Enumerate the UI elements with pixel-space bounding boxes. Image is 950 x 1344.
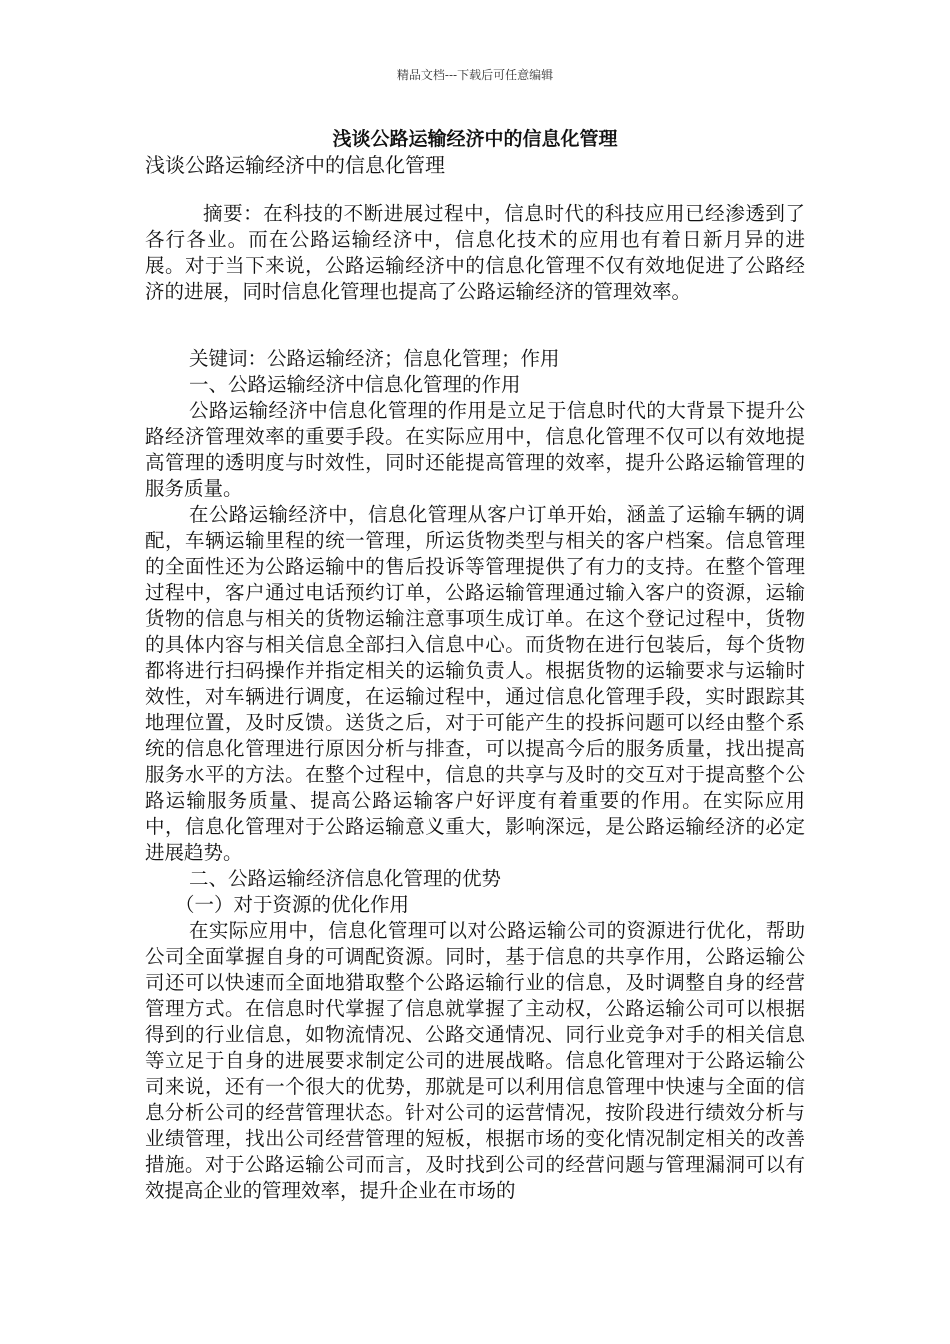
body-paragraph: 在公路运输经济中，信息化管理从客户订单开始，涵盖了运输车辆的调配，车辆运输里程的统一管理，所运货物类型与相关的客户档案。信息管理的全面性还为公路运输中的售后投诉等管理提供了有力的支持。在整个管理过程中，客户通过电话预约订单，公路运输管理通过输入客户的资源，运输货物的信息与相关的货物运输注意事项生成订单。在这个登记过程中，货物的具体内容与相关信息全部扫入信息中心。而货物在进行包装后，每个货物都将进行扫码操作并指定相关的运输负责人。根据货物的运输要求与运输时效性，对车辆进行调度，在运输过程中，通过信息化管理手段，实时跟踪其地理位置，及时反馈。送货之后，对于可能产生的投拆问题可以经由整个系统的信息化管理进行原因分析与排查，可以提高今后的服务质量，找出提高服务水平的方法。在整个过程中，信息的共享与及时的交互对于提高整个公路运输服务质量、提高公路运输客户好评度有着重要的作用。在实际应用中，信息化管理对于公路运输意义重大，影响深远，是公路运输经济的必定进展趋势。 [145, 503, 805, 864]
section-heading: 二、公路运输经济信息化管理的优势 [189, 867, 502, 890]
document-subtitle: 浅谈公路运输经济中的信息化管理 [145, 153, 445, 177]
abstract-paragraph: 摘要：在科技的不断进展过程中，信息时代的科技应用已经渗透到了各行各业。而在公路运输经济中，信息化技术的应用也有着日新月异的进展。对于当下来说，公路运输经济中的信息化管理不仅有效地促进了公路经济的进展，同时信息化管理也提高了公路运输经济的管理效率。 [145, 202, 805, 303]
body-paragraph: 公路运输经济中信息化管理的作用是立足于信息时代的大背景下提升公路经济管理效率的重要手段。在实际应用中，信息化管理不仅可以有效地提高管理的透明度与时效性，同时还能提高管理的效率，提升公路运输管理的服务质量。 [145, 399, 805, 500]
main-body [145, 346, 805, 1204]
section-heading: 一、公路运输经济中信息化管理的作用 [189, 373, 521, 396]
page-header: 精品文档---下载后可任意编辑 [396, 68, 554, 82]
body-paragraph: 在实际应用中，信息化管理可以对公路运输公司的资源进行优化，帮助公司全面掌握自身的可调配资源。同时，基于信息的共享作用，公路运输公司还可以快速而全面地猎取整个公路运输行业的信息，及时调整自身的经营管理方式。在信息时代掌握了信息就掌握了主动权，公路运输公司可以根据得到的行业信息，如物流情况、公路交通情况、同行业竞争对手的相关信息等立足于自身的进展要求制定公司的进展战略。信息化管理对于公路运输公司来说，还有一个很大的优势，那就是可以利用信息管理中快速与全面的信息分析公司的经营管理状态。针对公司的运营情况，按阶段进行绩效分析与业绩管理，找出公司经营管理的短板，根据市场的变化情况制定相关的改善措施。对于公路运输公司而言，及时找到公司的经营问题与管理漏洞可以有效提高企业的管理效率，提升企业在市场的 [145, 919, 805, 1202]
keywords-line: 关键词：公路运输经济；信息化管理；作用 [189, 347, 560, 370]
subsection-heading: （一）对于资源的优化作用 [175, 893, 410, 916]
document-title: 浅谈公路运输经济中的信息化管理 [332, 128, 618, 150]
abstract-block [145, 201, 805, 305]
